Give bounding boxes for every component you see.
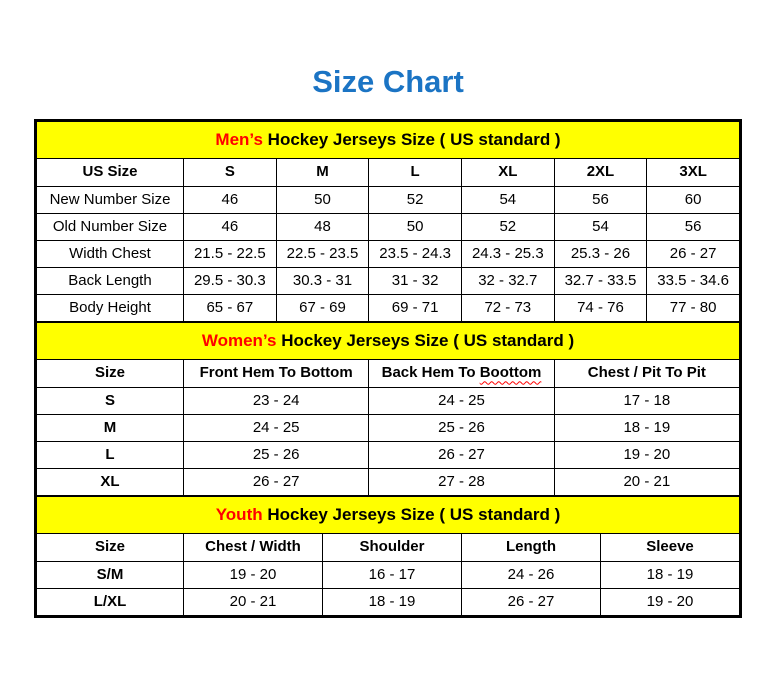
value-cell: 65 - 67 bbox=[184, 295, 277, 322]
value-cell: 24 - 25 bbox=[184, 415, 369, 442]
mens-heading-accent: Men’s bbox=[215, 129, 263, 149]
mens-table-body bbox=[37, 187, 740, 322]
table-row bbox=[37, 295, 740, 322]
value-cell: 26 - 27 bbox=[369, 442, 554, 469]
table-row bbox=[37, 187, 740, 214]
value-cell: 29.5 - 30.3 bbox=[184, 268, 277, 295]
row-label: L/XL bbox=[37, 589, 184, 616]
youth-header-row bbox=[37, 534, 740, 562]
womens-table-head bbox=[37, 323, 740, 388]
value-cell: 24 - 25 bbox=[369, 388, 554, 415]
column-header: Back Hem To Boottom bbox=[369, 360, 554, 388]
value-cell: 27 - 28 bbox=[369, 469, 554, 496]
table-row bbox=[37, 241, 740, 268]
row-label: XL bbox=[37, 469, 184, 496]
value-cell: 23 - 24 bbox=[184, 388, 369, 415]
column-header: US Size bbox=[37, 159, 184, 187]
column-header: Size bbox=[37, 360, 184, 388]
mens-header-row bbox=[37, 159, 740, 187]
row-label: M bbox=[37, 415, 184, 442]
womens-table-body bbox=[37, 388, 740, 496]
value-cell: 32.7 - 33.5 bbox=[554, 268, 647, 295]
value-cell: 25.3 - 26 bbox=[554, 241, 647, 268]
value-cell: 54 bbox=[554, 214, 647, 241]
row-label: Back Length bbox=[37, 268, 184, 295]
row-label: Body Height bbox=[37, 295, 184, 322]
youth-heading-text: Hockey Jerseys Size ( US standard ) bbox=[262, 504, 561, 524]
value-cell: 33.5 - 34.6 bbox=[647, 268, 740, 295]
row-label: S bbox=[37, 388, 184, 415]
value-cell: 26 - 27 bbox=[184, 469, 369, 496]
table-row bbox=[37, 562, 740, 589]
value-cell: 30.3 - 31 bbox=[276, 268, 369, 295]
value-cell: 19 - 20 bbox=[601, 589, 740, 616]
value-cell: 77 - 80 bbox=[647, 295, 740, 322]
value-cell: 50 bbox=[369, 214, 462, 241]
value-cell: 50 bbox=[276, 187, 369, 214]
value-cell: 23.5 - 24.3 bbox=[369, 241, 462, 268]
youth-size-table bbox=[36, 496, 740, 616]
value-cell: 67 - 69 bbox=[276, 295, 369, 322]
value-cell: 31 - 32 bbox=[369, 268, 462, 295]
value-cell: 24 - 26 bbox=[462, 562, 601, 589]
table-row bbox=[37, 388, 740, 415]
value-cell: 20 - 21 bbox=[184, 589, 323, 616]
value-cell: 46 bbox=[184, 214, 277, 241]
mens-band-row bbox=[37, 122, 740, 159]
row-label: New Number Size bbox=[37, 187, 184, 214]
value-cell: 52 bbox=[461, 214, 554, 241]
value-cell: 25 - 26 bbox=[184, 442, 369, 469]
value-cell: 21.5 - 22.5 bbox=[184, 241, 277, 268]
column-header: L bbox=[369, 159, 462, 187]
youth-heading-accent: Youth bbox=[215, 504, 263, 524]
value-cell: 26 - 27 bbox=[462, 589, 601, 616]
value-cell: 54 bbox=[461, 187, 554, 214]
value-cell: 32 - 32.7 bbox=[461, 268, 554, 295]
youth-section-heading bbox=[37, 497, 740, 534]
column-header: M bbox=[276, 159, 369, 187]
youth-table-body bbox=[37, 562, 740, 616]
value-cell: 60 bbox=[647, 187, 740, 214]
column-header: Shoulder bbox=[323, 534, 462, 562]
table-row bbox=[37, 415, 740, 442]
value-cell: 74 - 76 bbox=[554, 295, 647, 322]
value-cell: 48 bbox=[276, 214, 369, 241]
column-header: Length bbox=[462, 534, 601, 562]
value-cell: 19 - 20 bbox=[184, 562, 323, 589]
value-cell: 72 - 73 bbox=[461, 295, 554, 322]
row-label: L bbox=[37, 442, 184, 469]
womens-band-row bbox=[37, 323, 740, 360]
value-cell: 56 bbox=[647, 214, 740, 241]
value-cell: 46 bbox=[184, 187, 277, 214]
table-row bbox=[37, 469, 740, 496]
womens-heading-text: Hockey Jerseys Size ( US standard ) bbox=[276, 330, 575, 350]
column-header: 2XL bbox=[554, 159, 647, 187]
womens-section-heading bbox=[37, 323, 740, 360]
table-row bbox=[37, 442, 740, 469]
value-cell: 16 - 17 bbox=[323, 562, 462, 589]
value-cell: 18 - 19 bbox=[323, 589, 462, 616]
youth-table-head bbox=[37, 497, 740, 562]
value-cell: 17 - 18 bbox=[554, 388, 739, 415]
mens-table-head bbox=[37, 122, 740, 187]
row-label: S/M bbox=[37, 562, 184, 589]
value-cell: 52 bbox=[369, 187, 462, 214]
value-cell: 20 - 21 bbox=[554, 469, 739, 496]
misspelled-word: Boottom bbox=[479, 364, 542, 382]
youth-band-row bbox=[37, 497, 740, 534]
column-header: Size bbox=[37, 534, 184, 562]
value-cell: 25 - 26 bbox=[369, 415, 554, 442]
value-cell: 56 bbox=[554, 187, 647, 214]
column-header: Front Hem To Bottom bbox=[184, 360, 369, 388]
column-header: Sleeve bbox=[601, 534, 740, 562]
value-cell: 26 - 27 bbox=[647, 241, 740, 268]
value-cell: 24.3 - 25.3 bbox=[461, 241, 554, 268]
value-cell: 69 - 71 bbox=[369, 295, 462, 322]
mens-size-table bbox=[36, 121, 740, 322]
value-cell: 18 - 19 bbox=[554, 415, 739, 442]
size-chart bbox=[34, 119, 742, 618]
womens-header-row bbox=[37, 360, 740, 388]
column-header: XL bbox=[461, 159, 554, 187]
column-header: Chest / Width bbox=[184, 534, 323, 562]
row-label: Old Number Size bbox=[37, 214, 184, 241]
column-header: 3XL bbox=[647, 159, 740, 187]
value-cell: 19 - 20 bbox=[554, 442, 739, 469]
value-cell: 22.5 - 23.5 bbox=[276, 241, 369, 268]
mens-section-heading bbox=[37, 122, 740, 159]
table-row bbox=[37, 589, 740, 616]
table-row bbox=[37, 268, 740, 295]
page-title: Size Chart bbox=[312, 64, 464, 99]
mens-heading-text: Hockey Jerseys Size ( US standard ) bbox=[262, 129, 561, 149]
row-label: Width Chest bbox=[37, 241, 184, 268]
womens-heading-accent: Women’s bbox=[201, 330, 277, 350]
column-header: Chest / Pit To Pit bbox=[554, 360, 739, 388]
womens-size-table bbox=[36, 322, 740, 496]
value-cell: 18 - 19 bbox=[601, 562, 740, 589]
column-header: S bbox=[184, 159, 277, 187]
table-row bbox=[37, 214, 740, 241]
